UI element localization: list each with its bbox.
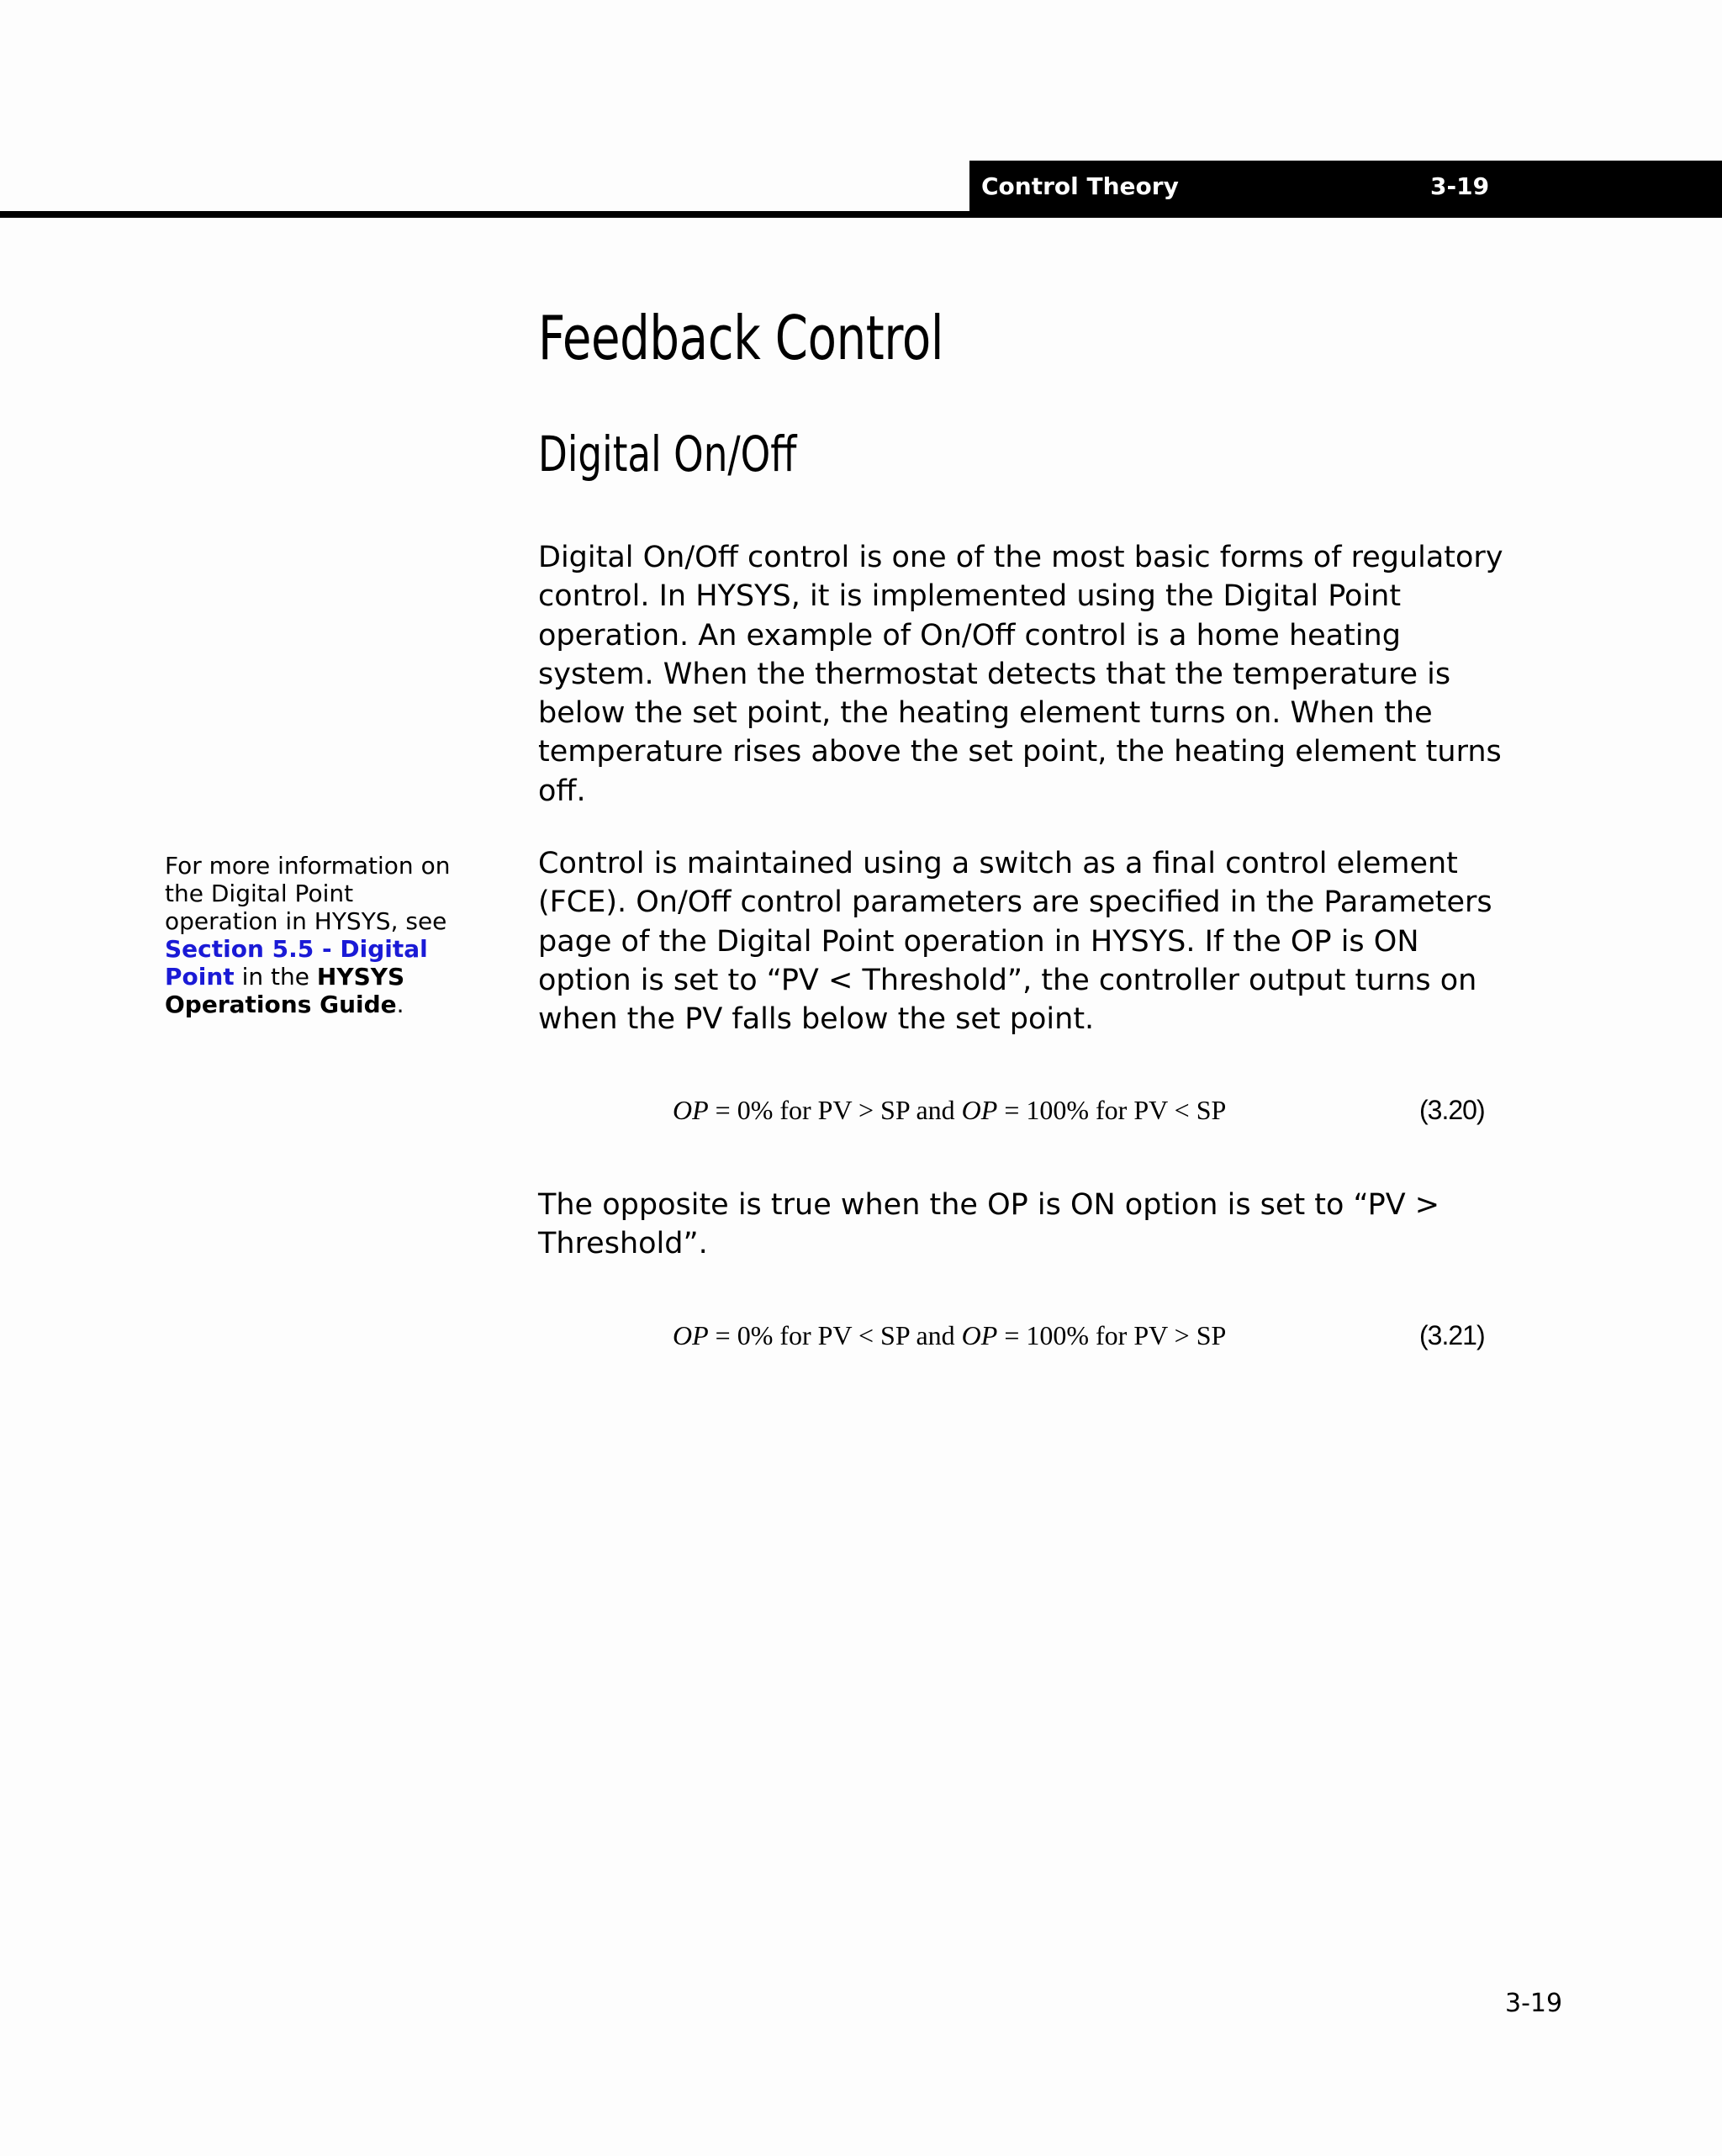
- equation-part: = 100% for PV < SP: [997, 1095, 1227, 1125]
- running-header: [969, 161, 1722, 218]
- equation-3-21: [673, 1320, 1226, 1351]
- section-link[interactable]: Section 5.5 - Digital Point: [165, 935, 428, 991]
- margin-note: [165, 852, 467, 1018]
- paragraph-opposite: The opposite is true when the OP is ON option is set to “PV > Threshold”.: [538, 1188, 1440, 1261]
- equation-var: OP: [961, 1095, 998, 1125]
- header-title: Control Theory: [981, 172, 1179, 200]
- footer-page-number: 3-19: [1505, 1989, 1563, 2018]
- equation-3-20: [673, 1095, 1226, 1126]
- margin-note-end: .: [396, 991, 404, 1018]
- equation-part: = 0% for PV > SP and: [708, 1095, 962, 1125]
- paragraph-intro: Digital On/Off control is one of the most basic forms of regulatory control. In HYSYS, it is implemented using the Digital Point operation. An example of On/Off control is a home heating system. When the thermostat detects that the temperature is below the set point, the heating element turns on. When the temperature rises above the set point, the heating element turns off.: [538, 541, 1503, 808]
- header-page-number: 3-19: [1430, 172, 1490, 200]
- equation-var: OP: [961, 1320, 998, 1350]
- subsection-title: Digital On/Off: [538, 425, 797, 483]
- equation-number: (3.21): [1419, 1320, 1485, 1350]
- margin-note-middle: in the: [241, 963, 309, 991]
- margin-note-intro: For more information on the Digital Point operation in HYSYS, see: [165, 852, 451, 935]
- equation-part: = 0% for PV < SP and: [708, 1320, 962, 1350]
- paragraph-control: Control is maintained using a switch as a final control element (FCE). On/Off control parameters are specified in the Parameters page of the Digital Point operation in HYSYS. If the OP is ON option is set to “PV < Threshold”, the controller output turns on when the PV falls below the set point.: [538, 847, 1492, 1037]
- equation-var: OP: [673, 1095, 709, 1125]
- book-title: HYSYS Operations Guide: [165, 963, 405, 1018]
- section-title: Feedback Control: [538, 303, 944, 373]
- equation-number: (3.20): [1419, 1095, 1485, 1125]
- equation-var: OP: [673, 1320, 709, 1350]
- equation-part: = 100% for PV > SP: [997, 1320, 1227, 1350]
